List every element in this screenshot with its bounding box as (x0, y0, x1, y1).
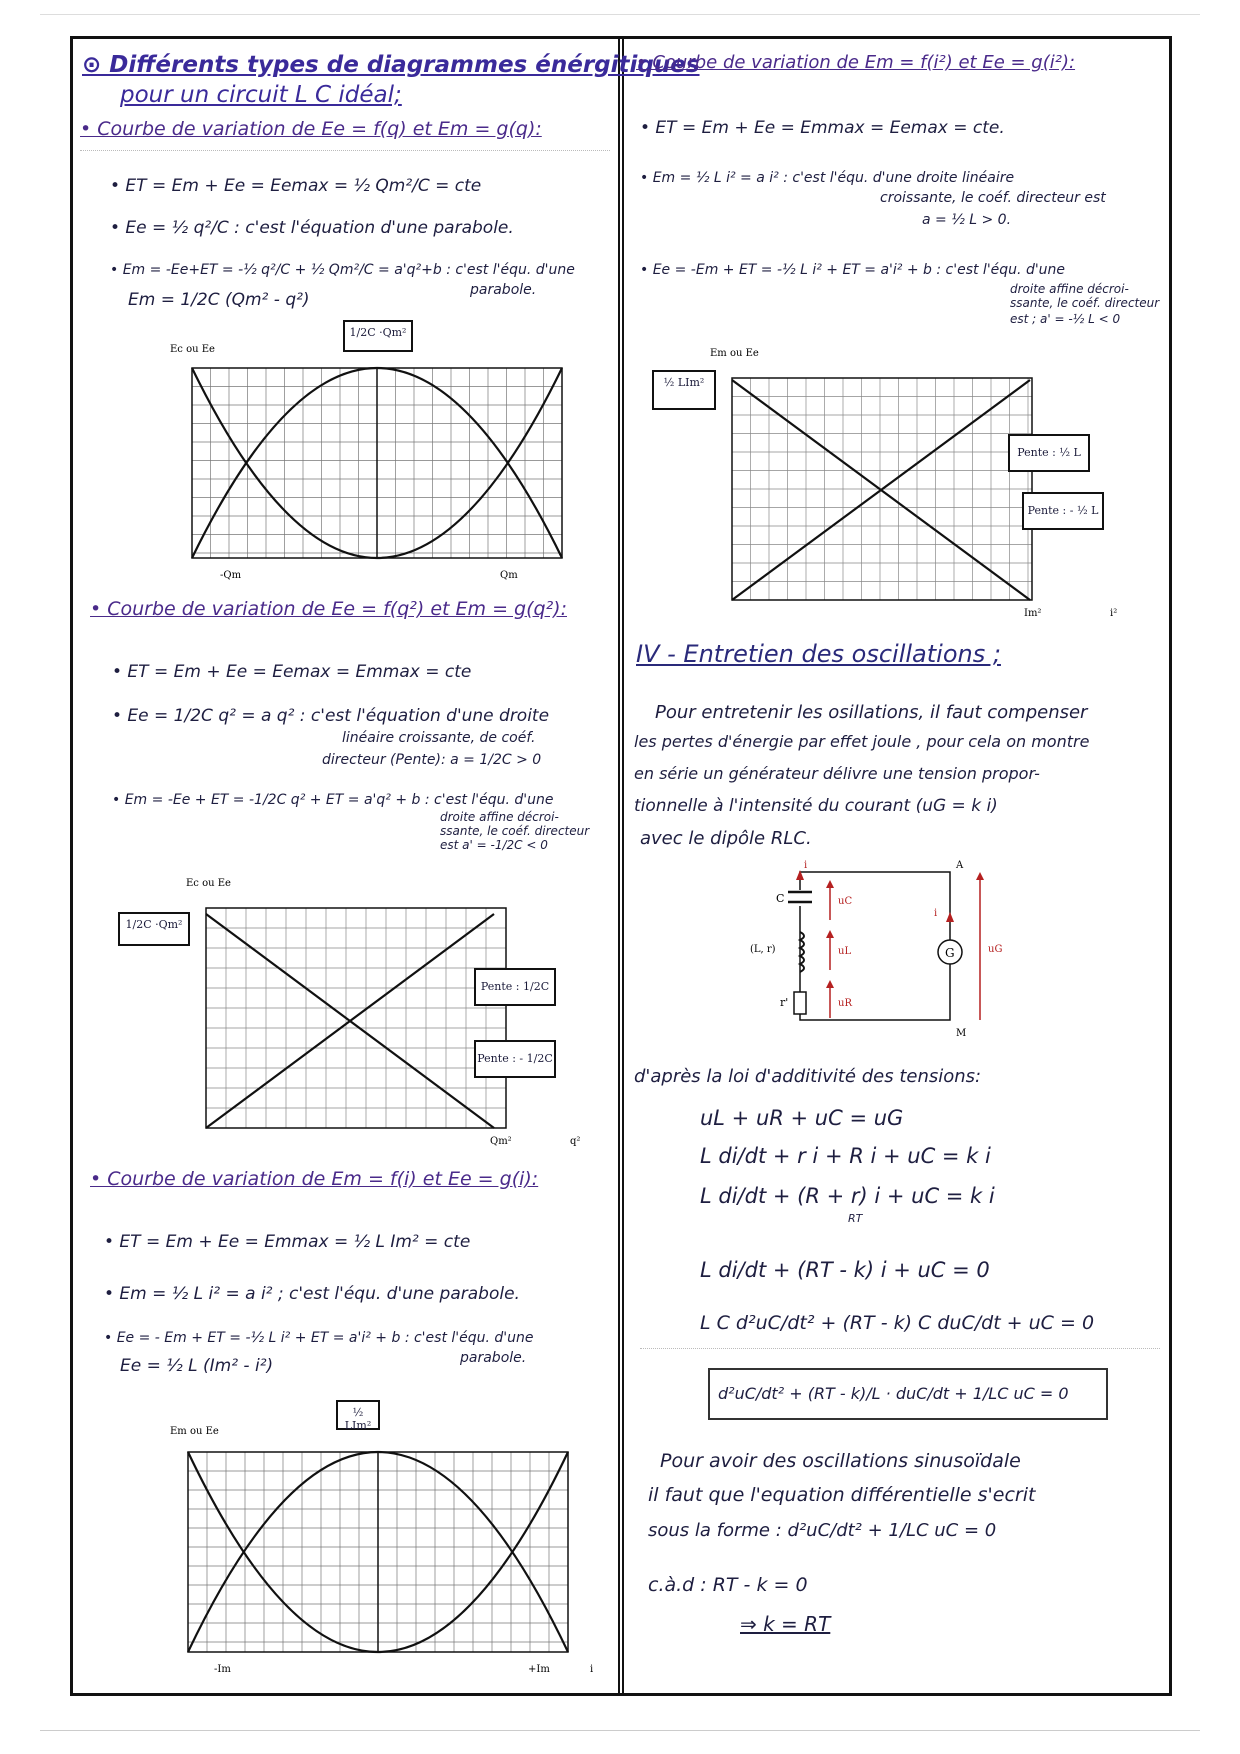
s3-line3: • Ee = - Em + ET = -½ L i² + ET = a'i² + b : c'est l'équ. d'une (104, 1330, 534, 1346)
s4-line3: • Ee = -Em + ET = -½ L i² + ET = a'i² + b : c'est l'équ. d'une (640, 262, 1066, 278)
s4-line2c: a = ½ L > 0. (922, 212, 1012, 228)
label-uL: uL (838, 946, 852, 957)
s4-line3d: est ; a' = -½ L < 0 (1010, 312, 1121, 326)
g1-ylabel: Ec ou Ee (170, 344, 215, 355)
s3-line2: • Em = ½ L i² = a i² ; c'est l'équ. d'une parabole. (104, 1284, 520, 1304)
g4-ylabel: Em ou Ee (710, 348, 759, 359)
ruled-line (80, 150, 610, 152)
s1-line2: • Ee = ½ q²/C : c'est l'équation d'une parabole. (110, 218, 514, 238)
g4-xmax: Im² (1024, 608, 1042, 619)
g2-ylabel: Ec ou Ee (186, 878, 231, 889)
s3-line4: Ee = ½ L (Im² - i²) (120, 1356, 274, 1376)
top-edge-line (40, 14, 1200, 15)
equation-6: d²uC/dt² + (RT - k)/L · duC/dt + 1/LC uC = 0 (718, 1384, 1069, 1403)
g3-xmin: -Im (214, 1664, 231, 1675)
label-G: G (945, 946, 955, 960)
s2-line2b: linéaire croissante, de coéf. (342, 730, 536, 746)
column-divider (618, 36, 624, 1696)
s1-line3: • Em = -Ee+ET = -½ q²/C + ½ Qm²/C = a'q²+b : c'est l'équ. d'une (110, 262, 575, 278)
additivity-law: d'après la loi d'additivité des tensions: (634, 1066, 982, 1087)
label-M: M (956, 1028, 967, 1039)
label-C: C (776, 892, 785, 905)
s2-line1: • ET = Em + Ee = Eemax = Emmax = cte (112, 662, 472, 682)
s3-heading: • Courbe de variation de Em = f(i) et Ee = g(i): (90, 1168, 539, 1190)
s4-line3b: droite affine décroi- (1010, 282, 1129, 296)
g1-xmax: Qm (500, 570, 518, 581)
s1-heading: • Courbe de variation de Ee = f(q) et Em = g(q): (80, 118, 542, 140)
s3-line1: • ET = Em + Ee = Emmax = ½ L Im² = cte (104, 1232, 471, 1252)
g4-slope-box-2: Pente : - ½ L (1022, 492, 1104, 530)
section-iv-title: IV - Entretien des oscillations ; (636, 640, 1001, 668)
label-uR: uR (838, 998, 852, 1009)
s4-line2: • Em = ½ L i² = a i² : c'est l'équ. d'une droite linéaire (640, 170, 1015, 186)
s2-line3: • Em = -Ee + ET = -1/2C q² + ET = a'q² + b : c'est l'équ. d'une (112, 792, 554, 808)
equation-4: L di/dt + (RT - k) i + uC = 0 (700, 1258, 990, 1282)
label-r: r' (780, 996, 789, 1009)
s2-line3d: est a' = -1/2C < 0 (440, 838, 548, 852)
label-uG: uG (988, 944, 1003, 955)
equation-5: L C d²uC/dt² + (RT - k) C duC/dt + uC = 0 (700, 1312, 1095, 1334)
g2-xlabel: q² (570, 1136, 581, 1147)
s4-line1: • ET = Em + Ee = Emmax = Eemax = cte. (640, 118, 1005, 138)
graph-3-parabolas (150, 1410, 610, 1680)
final-line4: c.à.d : RT - k = 0 (648, 1574, 808, 1596)
s3-line3b: parabole. (460, 1350, 527, 1366)
g3-ylabel: Em ou Ee (170, 1426, 219, 1437)
s1-line3b: parabole. (470, 282, 537, 298)
resistor-icon (794, 992, 806, 1014)
main-title-line1: ⊙ Différents types de diagrammes énérgitiques (82, 52, 700, 78)
s4-line2b: croissante, le coéf. directeur est (880, 190, 1106, 206)
para-line4: tionnelle à l'intensité du courant (uG = k i) (634, 796, 998, 816)
g2-xmax: Qm² (490, 1136, 512, 1147)
s4-heading: • Courbe de variation de Em = f(i²) et Ee = g(i²): (636, 52, 1076, 73)
g4-value-box: ½ LIm² (652, 370, 716, 410)
g4-xlabel: i² (1110, 608, 1118, 619)
rlc-circuit-diagram (740, 860, 1040, 1040)
label-i-1: i (804, 860, 808, 871)
g2-slope-box-2: Pente : - 1/2C (474, 1040, 556, 1078)
equation-3-sub: RT (848, 1212, 863, 1225)
s1-line4: Em = 1/2C (Qm² - q²) (128, 290, 310, 310)
ruled-line (640, 1348, 1160, 1350)
g3-xmax: +Im (528, 1664, 550, 1675)
equation-1: uL + uR + uC = uG (700, 1106, 904, 1130)
final-line2: il faut que l'equation différentielle s'ecrit (648, 1484, 1036, 1506)
main-title-line2: pour un circuit L C idéal; (120, 82, 402, 108)
para-line5: avec le dipôle RLC. (640, 828, 812, 849)
g2-slope-box-1: Pente : 1/2C (474, 968, 556, 1006)
s2-line2c: directeur (Pente): a = 1/2C > 0 (322, 752, 542, 768)
g3-value-box: ½ LIm² (336, 1400, 380, 1430)
final-line1: Pour avoir des oscillations sinusoïdale (660, 1450, 1021, 1472)
g1-value-box: 1/2C ·Qm² (343, 320, 413, 352)
label-A: A (956, 860, 964, 871)
s1-line1: • ET = Em + Ee = Eemax = ½ Qm²/C = cte (110, 176, 482, 196)
g2-value-box: 1/2C ·Qm² (118, 912, 190, 946)
g1-xmin: -Qm (220, 570, 242, 581)
g4-slope-box-1: Pente : ½ L (1008, 434, 1090, 472)
label-uC: uC (838, 896, 853, 907)
s2-line3c: ssante, le coéf. directeur (440, 824, 590, 838)
s2-line3b: droite affine décroi- (440, 810, 559, 824)
para-line3: en série un générateur délivre une tension propor- (634, 764, 1040, 783)
final-line5: ⇒ k = RT (740, 1612, 831, 1636)
s4-line3c: ssante, le coéf. directeur (1010, 296, 1160, 310)
graph-1-parabolas (150, 330, 590, 590)
s2-line2: • Ee = 1/2C q² = a q² : c'est l'équation d'une droite (112, 706, 550, 726)
s2-heading: • Courbe de variation de Ee = f(q²) et Em = g(q²): (90, 598, 567, 620)
equation-2: L di/dt + r i + R i + uC = k i (700, 1144, 991, 1168)
equation-3: L di/dt + (R + r) i + uC = k i (700, 1184, 995, 1208)
para-line1: Pour entretenir les osillations, il faut compenser (655, 702, 1088, 723)
final-line3: sous la forme : d²uC/dt² + 1/LC uC = 0 (648, 1520, 997, 1541)
label-Lr: (L, r) (750, 944, 776, 955)
g3-xlabel: i (590, 1664, 594, 1675)
bottom-edge-line (40, 1730, 1200, 1731)
label-i-2: i (934, 908, 938, 919)
para-line2: les pertes d'énergie par effet joule , pour cela on montre (634, 732, 1090, 751)
